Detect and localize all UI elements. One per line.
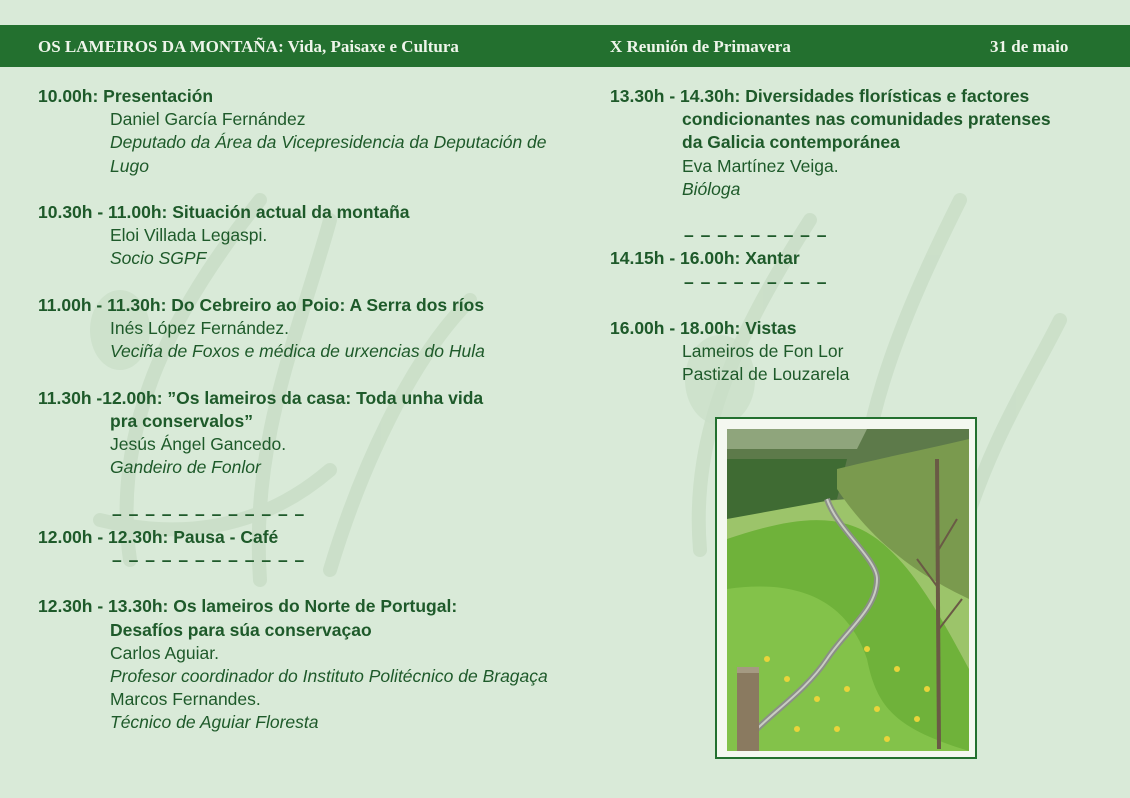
program-right-column (610, 85, 1090, 410)
dash-separator: – – – – – – – – – – – – (112, 550, 306, 570)
dash-separator: – – – – – – – – – (684, 225, 828, 246)
visit-location: Pastizal de Louzarela (682, 364, 850, 385)
program-item (38, 595, 558, 734)
program-item (610, 317, 1090, 387)
speaker-role: Gandeiro de Fonlor (110, 457, 261, 478)
item-title: 12.00h - 12.30h: Pausa - Café (38, 526, 279, 547)
item-title: 13.30h - 14.30h: Diversidades florísticas e factores (610, 86, 1030, 106)
meadow-photo (727, 429, 969, 751)
item-title-continued: Desafíos para súa conservaçao (110, 619, 372, 640)
program-item (38, 85, 558, 178)
speaker-name: Eloi Villada Legaspi. (110, 225, 268, 246)
item-title-continued: condicionantes nas comunidades pratenses (682, 109, 1051, 130)
item-title: 10.00h: Presentación (38, 86, 214, 106)
speaker-role: Veciña de Foxos e médica de urxencias do Hula (110, 341, 485, 362)
item-title: 10.30h - 11.00h: Situación actual da montaña (38, 202, 410, 222)
item-title-continued: pra conservalos” (110, 410, 253, 431)
program-left-column (38, 85, 558, 758)
visit-location: Lameiros de Fon Lor (682, 341, 844, 362)
dash-separator: – – – – – – – – – (684, 271, 828, 292)
speaker-name: Eva Martínez Veiga. (682, 155, 839, 176)
meadow-photo-frame (715, 417, 977, 759)
header-bar (0, 25, 1130, 67)
program-item (38, 387, 558, 480)
program-item (38, 294, 558, 364)
speaker-role: Técnico de Aguiar Floresta (110, 712, 319, 733)
speaker-name: Inés López Fernández. (110, 318, 290, 338)
speaker-role: Deputado da Área da Vicepresidencia da Deputación de Lugo (110, 132, 547, 176)
speaker-role: Bióloga (682, 178, 741, 199)
item-title: 14.15h - 16.00h: Xantar (610, 248, 800, 269)
dash-separator: – – – – – – – – – – – – (112, 503, 306, 524)
program-item (38, 201, 558, 271)
item-title-continued: da Galicia contemporánea (682, 132, 900, 153)
speaker-name: Carlos Aguiar. (110, 642, 219, 663)
header-meeting: X Reunión de Primavera (610, 37, 791, 56)
speaker-role: Socio SGPF (110, 248, 207, 269)
speaker-name: Daniel García Fernández (110, 109, 306, 130)
header-date: 31 de maio (990, 37, 1069, 56)
item-title: 11.30h -12.00h: ”Os lameiros da casa: Toda unha vida (38, 387, 484, 408)
break-item (38, 503, 558, 573)
program-item (610, 85, 1090, 201)
item-title: 12.30h - 13.30h: Os lameiros do Norte de Portugal: (38, 596, 458, 617)
item-title: 11.00h - 11.30h: Do Cebreiro ao Poio: A Serra dos ríos (38, 294, 485, 315)
break-item (610, 224, 1090, 294)
item-title: 16.00h - 18.00h: Vistas (610, 318, 797, 338)
speaker-name: Marcos Fernandes. (110, 689, 261, 710)
header-title: OS LAMEIROS DA MONTAÑA: Vida, Paisaxe e Cultura (38, 37, 459, 56)
speaker-role: Profesor coordinador do Instituto Politécnico de Bragaça (110, 666, 548, 686)
speaker-name: Jesús Ángel Gancedo. (110, 434, 287, 454)
